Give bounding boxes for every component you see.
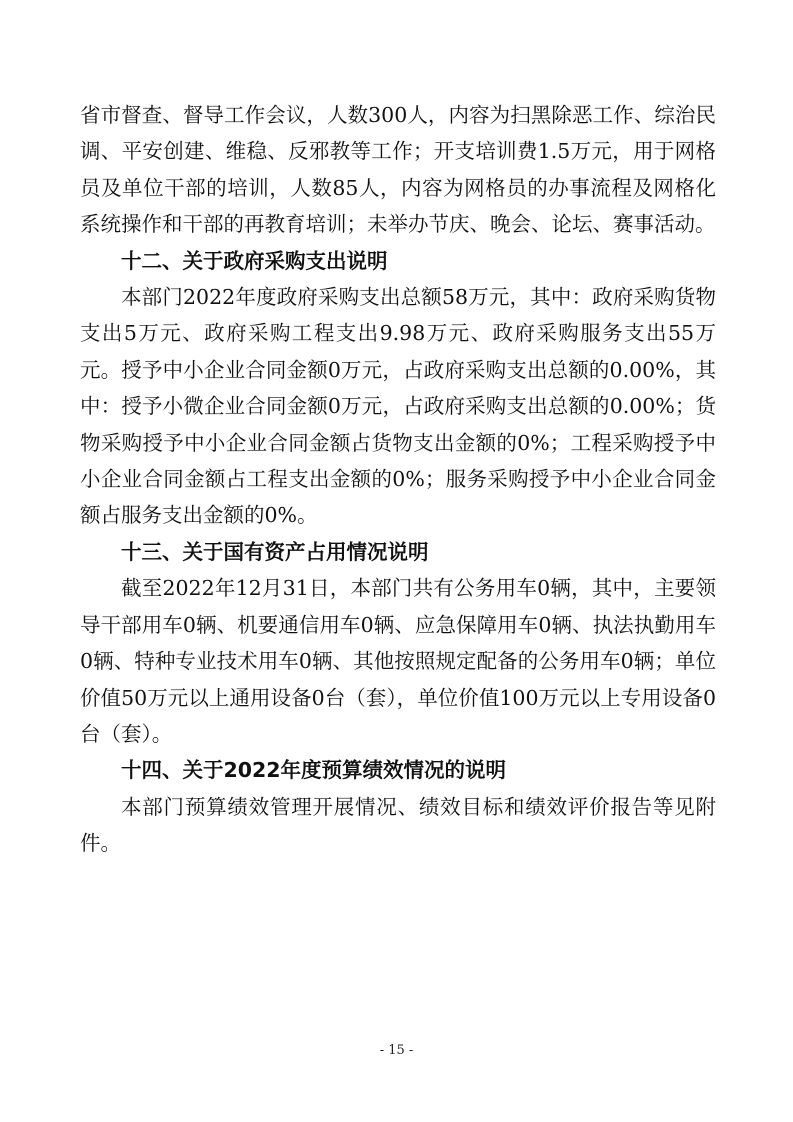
section-heading-government-procurement: 十二、关于政府采购支出说明 (121, 248, 388, 273)
document-body (80, 97, 716, 862)
paragraph-state-assets: 截至2022年12月31日，本部门共有公务用车0辆，其中，主要领导干部用车0辆、机要通信用车0辆、应急保障用车0辆、执法执勤用车0辆、特种专业技术用车0辆、其他按照规定配备的公务用车0辆；单位价值50万元以上通用设备0台（套），单位价值100万元以上专用设备0台（套）。 (80, 576, 716, 746)
page-number: - 15 - (379, 1043, 414, 1058)
section-heading-budget-performance: 十四、关于2022年度预算绩效情况的说明 (121, 758, 507, 783)
section-heading-state-assets: 十三、关于国有资产占用情况说明 (121, 539, 429, 564)
paragraph-budget-performance: 本部门预算绩效管理开展情况、绩效目标和绩效评价报告等见附件。 (80, 794, 716, 856)
paragraph-training-meetings: 省市督查、督导工作会议，人数300人，内容为扫黑除恶工作、综治民调、平安创建、维稳、反邪教等工作；开支培训费1.5万元，用于网格员及单位干部的培训，人数85人，内容为网格员的办事流程及网格化系统操作和干部的再教育培训；未举办节庆、晚会、论坛、赛事活动。 (80, 103, 716, 237)
paragraph-government-procurement: 本部门2022年度政府采购支出总额58万元，其中：政府采购货物支出5万元、政府采购工程支出9.98万元、政府采购服务支出55万元。授予中小企业合同金额0万元，占政府采购支出总额的0.00%，其中：授予小微企业合同金额0万元，占政府采购支出总额的0.00%；货物采购授予中小企业合同金额占货物支出金额的0%；工程采购授予中小企业合同金额占工程支出金额的0%；服务采购授予中小企业合同金额占服务支出金额的0%。 (80, 285, 716, 528)
